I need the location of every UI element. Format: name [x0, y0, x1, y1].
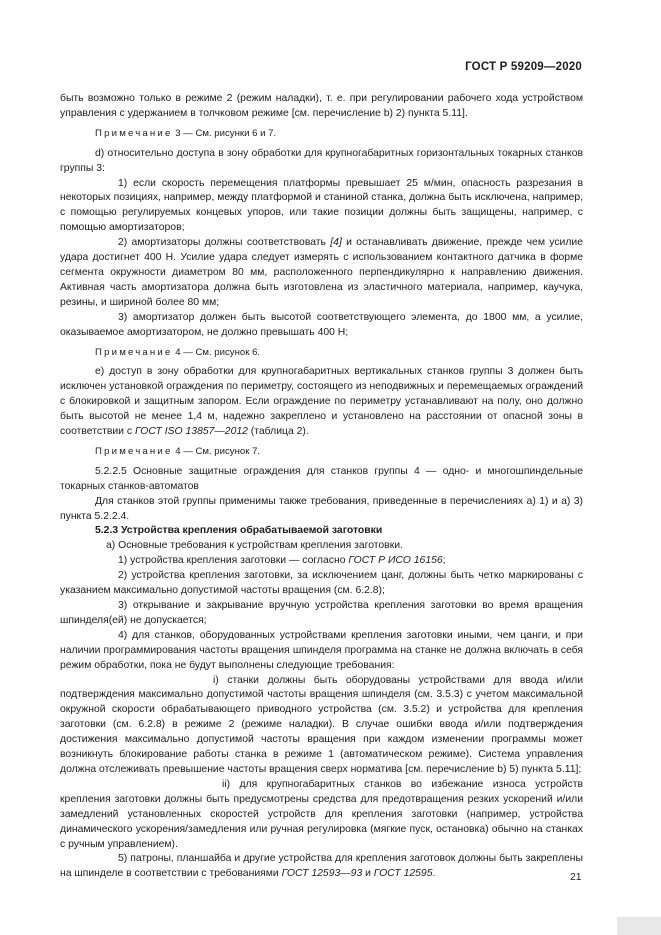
list-item-a1 [60, 554, 583, 569]
text-run: 5) патроны, планшайба и другие устройства для крепления заготовок должны быть закреплены на шпинделе в соответствии с требованиями [60, 853, 583, 880]
note-4a [60, 346, 583, 361]
list-item-e [60, 365, 583, 440]
reference: ГОСТ ISO 13857—2012 [134, 426, 248, 438]
text-run: 2) амортизаторы должны соответствовать [118, 237, 331, 249]
list-item-a4-ii: ii) для крупногабаритных станков во избежание износа устройств крепления заготовки должны быть предусмотрены средства для предотвращения резких ускорений и/или замедлений установленных скоростей устройств для крепления заготовки (например, устройства динамического ускорения/замедления или ручная регулировка (мягкие пуск, остановка) обычно на станках с ручным управлением). [60, 778, 583, 850]
list-item-a4: 4) для станков, оборудованных устройствами крепления заготовки иными, чем цанги, и при наличии программирования частоты вращения шпинделя программа на станке не должна включать в себя режим обработки, пока не будут выполнены следующие требования: [60, 629, 583, 671]
paragraph-continued: быть возможно только в режиме 2 (режим наладки), т. е. при регулировании рабочего хода устройством управления с удержанием в толчковом режиме [см. перечисление b) 2) пункта 5.11]. [60, 93, 583, 119]
list-item-a3: 3) открывание и закрывание вручную устройства крепления заготовки во время вращения шпинделя(ей) не допускается; [60, 600, 583, 626]
list-item-a4-i: i) станки должны быть оборудованы устройствами для ввода и/или подтверждения максимально допустимой частоты вращения шпинделя (см. 3.5.3) с учетом максимальной окружной скорости обрабатывающего приводного устройства (см. 3.5.2) и устройства для крепления заготовки (см. 6.2.8) в режиме 2 (режиме наладки). В случае ошибки ввода и/или подтверждения достижения максимально допустимой частоты вращения при каждом изменении программы может возникнуть блокирование работы станка в режиме 1 (автоматическом режиме). Система управления должна отслеживать превышение частоты вращения сверх норматива [см. перечисление b) 5) пункта 5.11]; [60, 674, 583, 775]
note-text: 4 — См. рисунок 7. [172, 445, 261, 457]
reference: ГОСТ Р ИСО 16156 [348, 555, 443, 567]
list-item-d1: 1) если скорость перемещения платформы превышает 25 м/мин, опасность разрезания в некоторых позициях, например, между платформой и станиной станка, должна быть исключена, например, с помощью регулируемых концевых упоров, или такие позиции должны быть защищены, например, с помощью амортизаторов; [60, 177, 583, 234]
note-label: Примечание [95, 445, 173, 457]
note-text: 3 — См. рисунки 6 и 7. [172, 127, 277, 139]
text-run: 1) устройства крепления заготовки — согласно [118, 555, 349, 567]
section-5-2-2-5: 5.2.2.5 Основные защитные ограждения для станков группы 4 — одно- и многошпиндельные токарных станков-автоматов [60, 465, 583, 492]
reference: ГОСТ 12595 [373, 868, 433, 880]
section-5-2-2-5-text: Для станков этой группы применимы также требования, приведенные в перечислениях а) 1) и а) 3) пункта 5.2.2.4. [60, 495, 583, 522]
text-run: e) доступ в зону обработки для крупногабаритных вертикальных станков группы 3 должен быть исключен установкой ограждения по периметру, состоящего из неподвижных и перемещаемых ограждений с блокировкой и защитным запором. Если ограждение по периметру устанавливают на полу, оно должно быть высотой не менее 1,4 м, надежно закреплено и установлено на расстоянии от опасной зоны в соответствии с [60, 366, 583, 438]
list-item-a2: 2) устройства крепления заготовки, за исключением цанг, должны быть четко маркированы с указанием максимально допустимой частоты вращения (см. 6.2.8); [60, 570, 583, 597]
text-run: и [362, 868, 374, 880]
text-run: и останавливать движение, прежде чем усилие удара достигнет 400 Н. Усилие удара следует измерять с использованием контактного датчика в форме сегмента окружности диаметром 80 мм, расположенного перпендикулярно к направлению движения. Активная часть амортизатора должна быть изготовлена из эластичного материала, например, каучука, резины, и шириной более 80 мм; [60, 237, 584, 308]
note-label: Примечание [95, 127, 173, 139]
note-label: Примечание [95, 346, 173, 358]
document-header-id: ГОСТ Р 59209—2020 [465, 61, 582, 73]
text-run: . [432, 868, 436, 880]
corner-tab [617, 917, 661, 935]
note-4b [60, 445, 583, 460]
list-item-d2 [60, 236, 583, 311]
section-5-2-3-heading: 5.2.3 Устройства крепления обрабатываемой заготовки [95, 525, 383, 537]
list-item-d: d) относительно доступа в зону обработки для крупногабаритных горизонтальных токарных станков группы 3: [60, 147, 583, 174]
text-run: (таблица 2). [247, 426, 309, 438]
reference: [4] [330, 237, 342, 249]
note-text: 4 — См. рисунок 6. [172, 346, 261, 358]
text-run: ; [442, 555, 446, 567]
list-item-d3: 3) амортизатор должен быть высотой соответствующего элемента, до 1800 мм, а усилие, оказываемое амортизатором, не должно превышать 400 Н; [60, 311, 583, 338]
list-item-a5 [60, 852, 583, 882]
document-body [60, 92, 583, 882]
list-item-a: a) Основные требования к устройствам крепления заготовки. [106, 540, 403, 552]
page-number: 21 [570, 872, 582, 883]
note-3 [60, 127, 583, 142]
reference: ГОСТ 12593—93 [281, 868, 363, 880]
